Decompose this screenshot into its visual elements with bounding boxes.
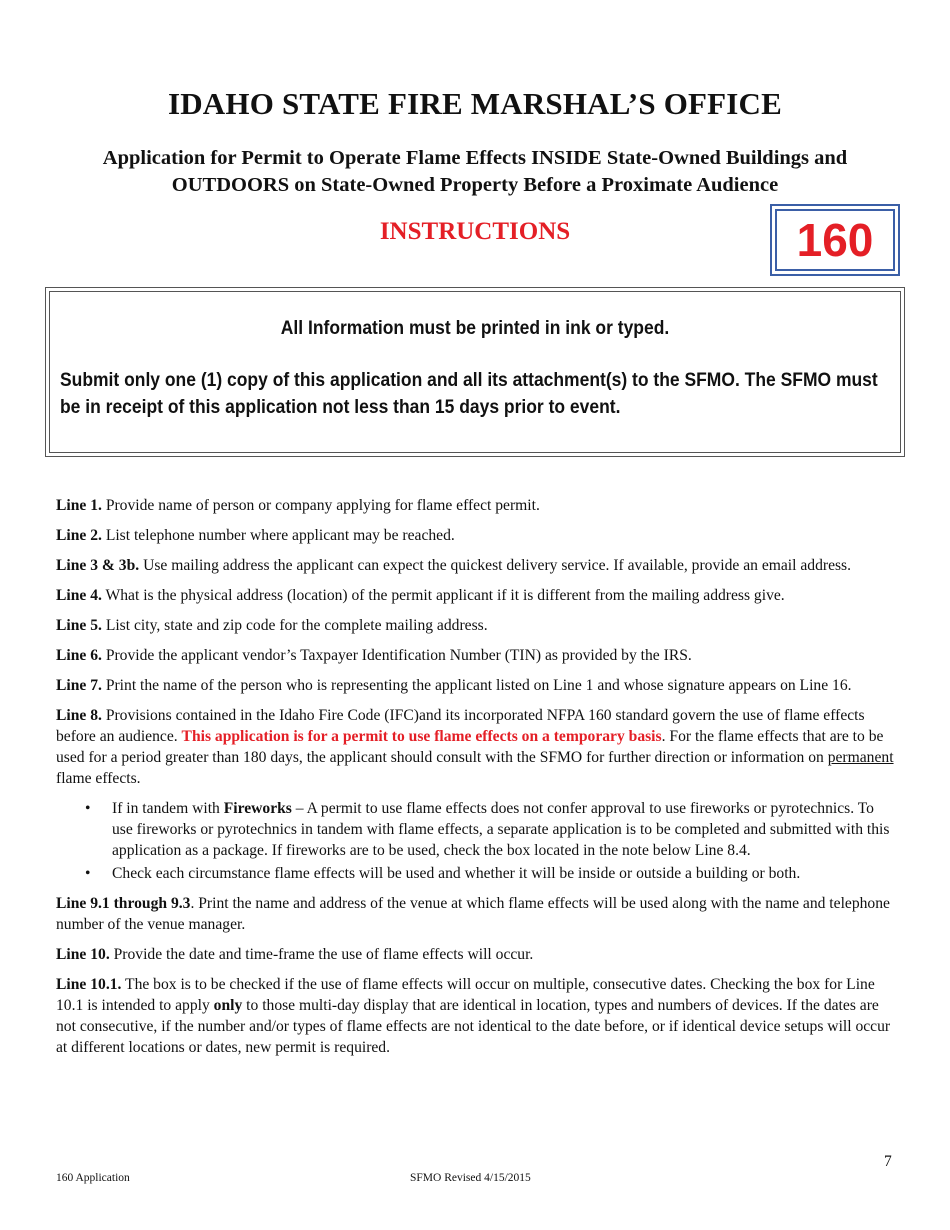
bullet-text: Check each circumstance flame effects will be used and whether it will be inside or outside a building or both.	[112, 865, 801, 882]
line-text: Use mailing address the applicant can expect the quickest delivery service. If available, provide an email address.	[139, 557, 852, 574]
line-label: Line 1.	[56, 497, 102, 514]
bullet-icon: •	[85, 865, 91, 882]
line-text: What is the physical address (location) of the permit applicant if it is different from the mailing address give.	[101, 587, 785, 604]
only-emphasis: only	[213, 997, 243, 1014]
form-number-inner-box	[775, 209, 895, 271]
line-7-instruction	[56, 675, 896, 696]
line-label: Line 10.	[56, 946, 110, 963]
line-text: Provide name of person or company applying for flame effect permit.	[101, 497, 540, 514]
line-label: Line 2.	[56, 527, 102, 544]
form-number-box	[770, 204, 900, 276]
line-8-instruction	[56, 705, 896, 789]
form-number: 160	[796, 214, 874, 266]
line-8-bullet-list	[56, 798, 896, 884]
list-item	[56, 798, 896, 861]
bullet-text: If in tandem with	[112, 800, 224, 817]
bullet-icon: •	[85, 800, 91, 817]
line-label: Line 7.	[56, 677, 102, 694]
line-6-instruction	[56, 645, 896, 666]
notice-box	[45, 287, 905, 457]
line-text: flame effects.	[56, 770, 141, 787]
footer-form-name: 160 Application	[56, 1172, 130, 1184]
subtitle-line-2: OUTDOORS on State-Owned Property Before a Proximate Audience	[171, 174, 779, 196]
line-label: Line 5.	[56, 617, 102, 634]
page-subtitle	[60, 145, 890, 199]
line-text: Provide the date and time-frame the use of flame effects will occur.	[109, 946, 534, 963]
notice-submission-instruction: Submit only one (1) copy of this application and all its attachment(s) to the SFMO. The SFMO must be in receipt of this application not less than 15 days prior to event.	[60, 370, 878, 418]
line-10-1-instruction	[56, 974, 896, 1058]
line-1-instruction	[56, 495, 896, 516]
line-text: List city, state and zip code for the complete mailing address.	[101, 617, 488, 634]
line-2-instruction	[56, 525, 896, 546]
page-number: 7	[884, 1153, 892, 1170]
notice-inner-box	[49, 291, 901, 453]
line-text: The box is to be checked if the use of flame effects will occur on multiple, consecutive dates. Checking the box for Line 10.1 is intended to apply	[56, 976, 875, 1014]
instructions-heading: INSTRUCTIONS	[379, 218, 571, 245]
line-4-instruction	[56, 585, 896, 606]
line-text: . Print the name and address of the venue at which flame effects will be used along with the name and telephone number of the venue manager.	[56, 895, 890, 933]
fireworks-emphasis: Fireworks	[223, 800, 292, 817]
list-item	[56, 863, 896, 884]
line-text: Provide the applicant vendor’s Taxpayer Identification Number (TIN) as provided by the IRS.	[101, 647, 692, 664]
line-text: Provisions contained in the Idaho Fire Code (IFC)and its incorporated NFPA 160 standard govern the use of flame effects before an audience.	[56, 707, 865, 745]
line-text: Print the name of the person who is representing the applicant listed on Line 1 and whose signature appears on Line 16.	[101, 677, 852, 694]
line-label: Line 4.	[56, 587, 102, 604]
footer-revision: SFMO Revised 4/15/2015	[410, 1172, 531, 1184]
line-text: . For the flame effects that are to be used for a period greater than 180 days, the applicant should consult with the SFMO for further direction or information on	[56, 728, 884, 766]
line-label: Line 3 & 3b.	[56, 557, 140, 574]
line-text: List telephone number where applicant may be reached.	[101, 527, 455, 544]
line-3-instruction	[56, 555, 896, 576]
line-label: Line 10.1.	[56, 976, 122, 993]
line-10-instruction	[56, 944, 896, 965]
line-label: Line 6.	[56, 647, 102, 664]
line-text: to those multi-day display that are identical in location, types and numbers of devices. If the dates are not consecutive, if the number and/or types of flame effects are not identical to the date before, or if identical device setups will occur at different locations or dates, new permit is required.	[56, 997, 891, 1056]
bullet-text: – A permit to use flame effects does not confer approval to use fireworks or pyrotechnics. To use fireworks or pyrotechnics in tandem with flame effects, a separate application is to be completed and submitted with this application as a package. If fireworks are to be used, check the box located in the note below Line 8.4.	[112, 800, 890, 859]
temporary-basis-notice: This application is for a permit to use flame effects on a temporary basis	[181, 728, 662, 745]
line-9-instruction	[56, 893, 896, 935]
line-label: Line 8.	[56, 707, 102, 724]
line-5-instruction	[56, 615, 896, 636]
notice-ink-instruction: All Information must be printed in ink or typed.	[280, 318, 670, 339]
page-title: IDAHO STATE FIRE MARSHAL’S OFFICE	[167, 86, 783, 121]
permanent-emphasis: permanent	[827, 749, 894, 766]
instructions-body	[56, 495, 896, 1067]
subtitle-line-1: Application for Permit to Operate Flame Effects INSIDE State-Owned Buildings and	[102, 147, 848, 169]
line-label: Line 9.1 through 9.3	[56, 895, 191, 912]
